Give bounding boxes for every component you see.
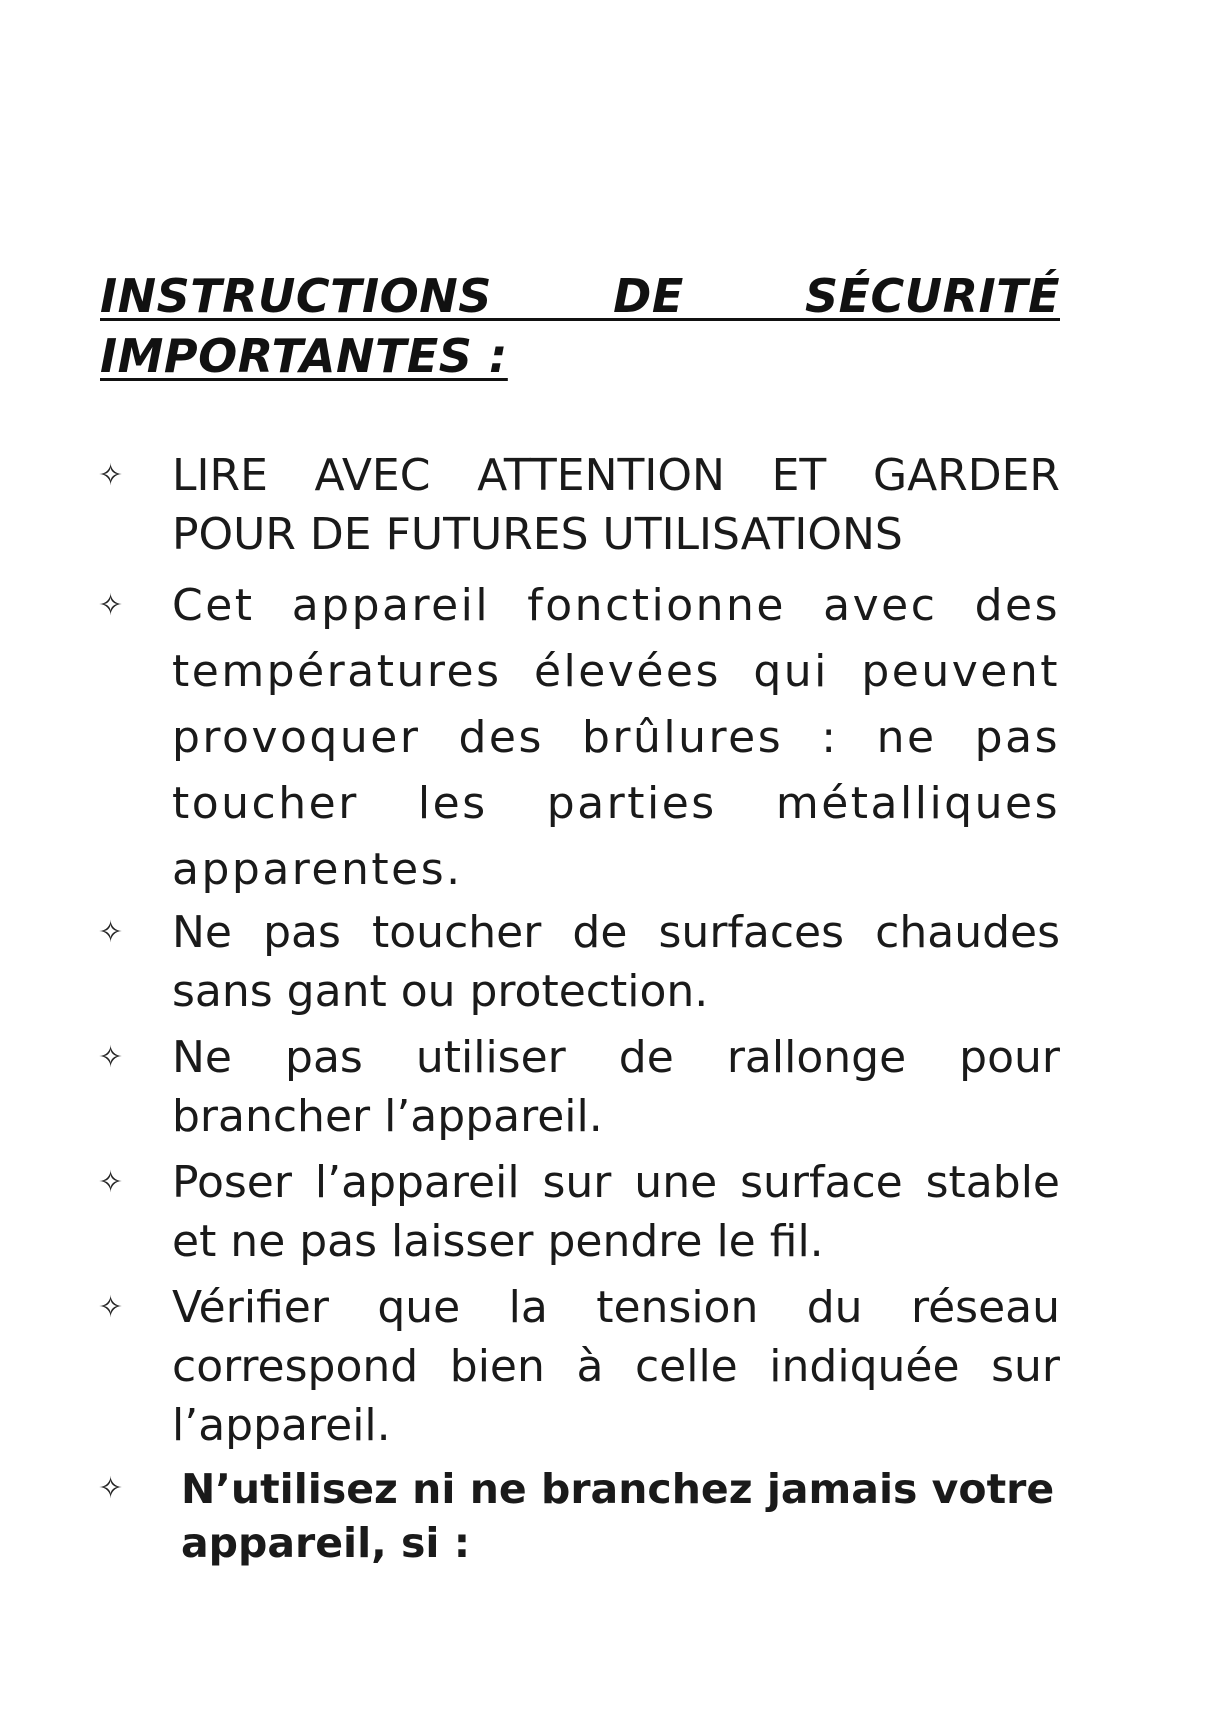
list-item (98, 573, 1060, 903)
list-item (98, 903, 1060, 1021)
instruction-text: Ne pas toucher de surfaces chaudes sans gant ou protection. (172, 907, 1060, 1017)
instruction-text-bold: N’utilisez ni ne branchez jamais votre appareil, si : (181, 1465, 1055, 1567)
sparkle-bullet-icon: ✧ (98, 1040, 124, 1075)
list-item (98, 1462, 1060, 1570)
sparkle-bullet-icon: ✧ (98, 588, 126, 623)
sparkle-bullet-icon: ✧ (98, 1471, 124, 1506)
list-item (98, 446, 1060, 564)
instruction-text: Cet appareil fonctionne avec des températures élevées qui peuvent provoquer des brûlures : ne pas toucher les parties métalliques apparentes. (172, 580, 1060, 895)
instruction-text: Ne pas utiliser de rallonge pour brancher l’appareil. (172, 1032, 1060, 1142)
list-item (98, 1153, 1060, 1271)
instruction-text: LIRE AVEC ATTENTION ET GARDER POUR DE FUTURES UTILISATIONS (172, 450, 1060, 560)
list-item (98, 1278, 1060, 1455)
sparkle-bullet-icon: ✧ (98, 915, 124, 950)
safety-instructions-list (98, 446, 1060, 1570)
sparkle-bullet-icon: ✧ (98, 1290, 124, 1325)
sparkle-bullet-icon: ✧ (98, 1165, 124, 1200)
instruction-text: Vérifier que la tension du réseau correspond bien à celle indiquée sur l’appareil. (172, 1282, 1060, 1451)
list-item (98, 1028, 1060, 1146)
safety-heading: INSTRUCTIONS DE SÉCURITÉ IMPORTANTES : (100, 269, 1060, 383)
sparkle-bullet-icon: ✧ (98, 458, 124, 493)
instruction-text: Poser l’appareil sur une surface stable et ne pas laisser pendre le fil. (172, 1157, 1060, 1267)
